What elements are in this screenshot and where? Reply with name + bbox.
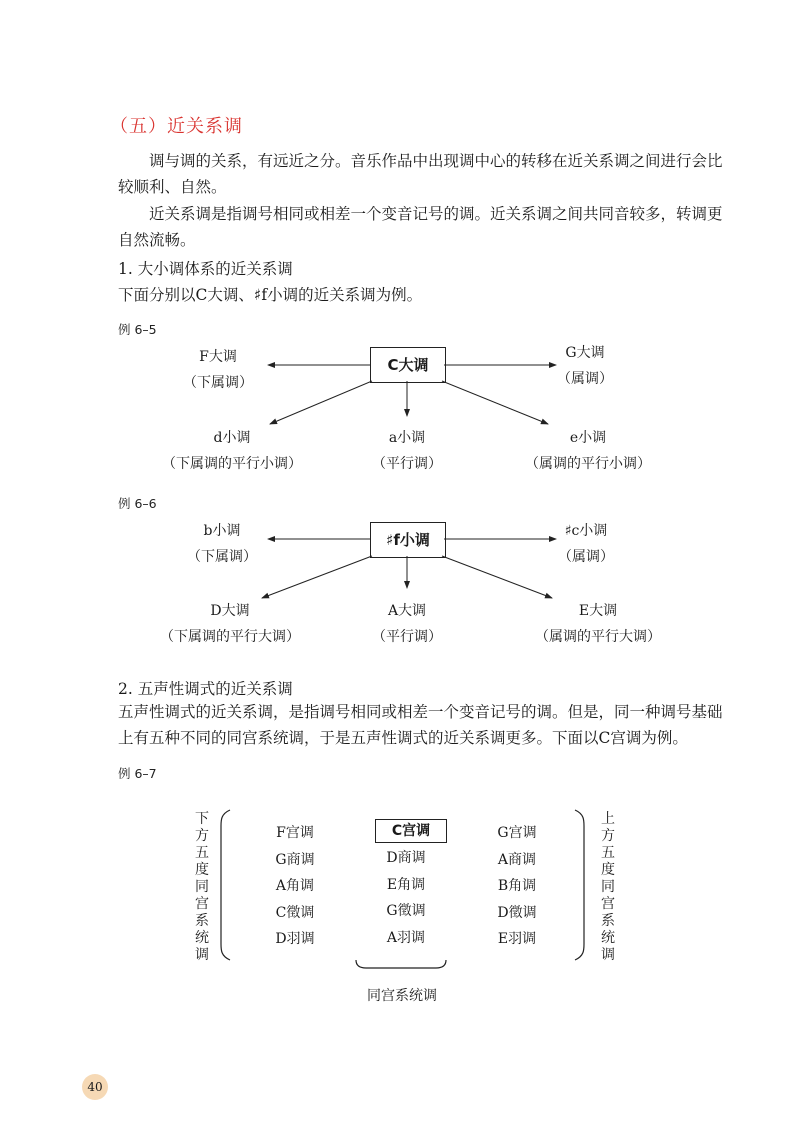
arrow-to-bottom-right — [442, 381, 548, 424]
bottom-bracket — [356, 960, 446, 968]
list-item: E羽调 — [497, 931, 537, 947]
list-item: G商调 — [275, 851, 315, 868]
subheading-pentatonic: 2. 五声性调式的近关系调 — [118, 680, 293, 698]
upper-fifth-system-label: 上方五度同宫系统调 — [601, 811, 615, 963]
key-name: a小调 — [388, 430, 426, 446]
key-name: ♯c小调 — [564, 523, 608, 539]
key-name: G大调 — [565, 345, 605, 361]
key-name: D大调 — [210, 603, 250, 619]
right-column — [497, 820, 536, 953]
list-item: F宫调 — [276, 825, 314, 841]
arrow-to-bottom-left — [262, 556, 372, 598]
right-bracket — [575, 810, 584, 960]
example-6-5-center-key: C大调 — [370, 347, 446, 383]
lower-fifth-system-label: 下方五度同宫系统调 — [195, 811, 209, 963]
arrow-to-bottom-left — [270, 381, 372, 424]
key-relation: （属调） — [557, 371, 613, 387]
page-number: 40 — [82, 1074, 108, 1100]
list-item: A商调 — [497, 851, 537, 868]
list-item: C徵调 — [275, 904, 315, 921]
key-relation: （属调的平行大调） — [535, 629, 661, 645]
paragraph-1: 调与调的关系，有远近之分。音乐作品中出现调中心的转移在近关系调之间进行会比较顺利、自然。 — [118, 152, 723, 196]
list-item: B角调 — [497, 878, 537, 894]
example-6-7-label: 例 6–7 — [118, 766, 157, 781]
c-gong-key-box: C宫调 — [375, 819, 447, 843]
intro-examples: 下面分别以C大调、♯f小调的近关系调为例。 — [118, 286, 423, 304]
list-item: A羽调 — [386, 929, 426, 946]
section-heading: （五）近关系调 — [110, 116, 243, 137]
key-relation: （下属调） — [187, 549, 257, 565]
paragraph-3: 五声性调式的近关系调，是指调号相同或相差一个变音记号的调。但是，同一种调号基础上有五种不同的同宫系统调，于是五声性调式的近关系调更多。下面以C宫调为例。 — [118, 703, 723, 747]
paragraph-2: 近关系调是指调号相同或相差一个变音记号的调。近关系调之间共同音较多，转调更自然流畅。 — [118, 205, 723, 249]
list-item: D徵调 — [497, 904, 537, 921]
key-relation: （下属调） — [183, 375, 253, 391]
key-name: A大调 — [387, 603, 427, 619]
example-6-6-center-key: ♯f小调 — [370, 522, 446, 558]
list-item: D商调 — [386, 850, 426, 866]
list-item: A角调 — [275, 878, 315, 894]
list-item: G徵调 — [386, 903, 426, 919]
key-relation: （平行调） — [372, 629, 442, 645]
center-column — [386, 845, 425, 951]
list-item: G宫调 — [497, 825, 537, 841]
subheading-major-minor: 1. 大小调体系的近关系调 — [118, 260, 293, 278]
key-relation: （下属调的平行小调） — [162, 456, 302, 472]
key-name: b小调 — [203, 523, 241, 539]
example-6-5-label: 例 6–5 — [118, 322, 157, 337]
key-name: d小调 — [213, 430, 251, 446]
key-relation: （属调） — [558, 549, 614, 565]
key-name: F大调 — [199, 349, 237, 365]
left-column — [275, 820, 314, 953]
key-relation: （属调的平行小调） — [525, 456, 651, 472]
example-6-6-label: 例 6–6 — [118, 496, 157, 511]
key-name: e小调 — [569, 430, 607, 446]
same-gong-system-label: 同宫系统调 — [367, 988, 437, 1004]
list-item: E角调 — [386, 876, 426, 893]
left-bracket — [221, 810, 230, 960]
key-relation: （平行调） — [372, 456, 442, 472]
key-relation: （下属调的平行大调） — [160, 629, 300, 645]
key-name: E大调 — [578, 603, 618, 619]
arrow-to-bottom-right — [442, 556, 552, 598]
list-item: D羽调 — [275, 931, 315, 947]
